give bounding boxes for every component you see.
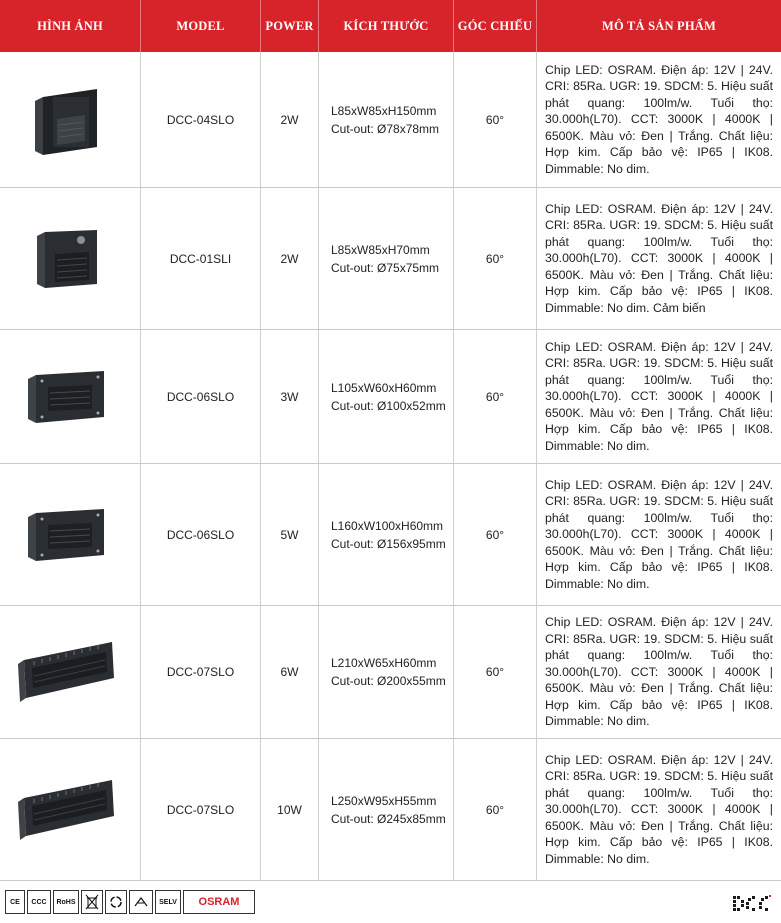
cutout-text: Cut-out: Ø156x95mm: [331, 536, 446, 551]
size-text: L250xW95xH55mm: [331, 793, 437, 808]
product-image: [0, 464, 141, 605]
description-cell: [537, 739, 781, 880]
angle-cell: 60°: [454, 606, 537, 738]
size-cell: [319, 188, 454, 329]
product-image: [0, 52, 141, 187]
certification-footer: [0, 884, 781, 923]
header-model: MODEL: [141, 0, 261, 52]
table-row: [0, 464, 781, 606]
square-step-light-icon: [25, 75, 115, 165]
table-row: [0, 330, 781, 464]
size-text: L105xW60xH60mm: [331, 380, 437, 395]
rohs-mark: RoHS: [53, 890, 79, 914]
size-cell: [319, 606, 454, 738]
description-cell: [537, 606, 781, 738]
header-size: KÍCH THƯỚC: [319, 0, 454, 52]
cutout-text: Cut-out: Ø245x85mm: [331, 811, 446, 826]
description-text: Chip LED: OSRAM. Điện áp: 12V | 24V. CRI: 85Ra. UGR: 19. SDCM: 5. Hiệu suất phát quang: 100lm/w. Tuổi thọ: 30.000h(L70). CCT: 3000K | 4000K | 6500K. Màu vỏ: Đen | Trắng. Chất liệu: Hợp kim. Cấp bảo vệ: IP65 | IK08. Dimmable: No dim. Cảm biến: [545, 201, 773, 315]
product-image: [0, 188, 141, 329]
cutout-text: Cut-out: Ø78x78mm: [331, 121, 440, 136]
model-cell: DCC-07SLO: [141, 606, 261, 738]
size-text: L85xW85xH70mm: [331, 242, 430, 257]
osram-logo: OSRAM: [183, 890, 255, 914]
power-cell: 2W: [261, 52, 319, 187]
description-text: Chip LED: OSRAM. Điện áp: 12V | 24V. CRI: 85Ra. UGR: 19. SDCM: 5. Hiệu suất phát quang: 100lm/w. Tuổi thọ: 30.000h(L70). CCT: 3000K | 4000K | 6500K. Màu vỏ: Đen | Trắng. Chất liệu: Hợp kim. Cấp bảo vệ: IP65 | IK08. Dimmable: No dim.: [545, 752, 773, 866]
model-cell: DCC-07SLO: [141, 739, 261, 880]
cutout-text: Cut-out: Ø200x55mm: [331, 674, 446, 688]
cutout-text: Cut-out: Ø75x75mm: [331, 260, 440, 275]
recycle-icon: [105, 890, 127, 914]
table-header: [0, 0, 781, 52]
model-cell: DCC-01SLI: [141, 188, 261, 329]
model-cell: DCC-06SLO: [141, 330, 261, 463]
angle-cell: 60°: [454, 739, 537, 880]
description-cell: [537, 52, 781, 187]
cutout-text: Cut-out: Ø100x52mm: [331, 398, 446, 413]
angle-cell: 60°: [454, 464, 537, 605]
dcc-logo-icon: [731, 892, 773, 914]
long-step-light-icon: [10, 770, 130, 850]
power-cell: 2W: [261, 188, 319, 329]
table-row: [0, 188, 781, 330]
header-image: HÌNH ẢNH: [0, 0, 141, 52]
description-cell: [537, 188, 781, 329]
angle-cell: 60°: [454, 188, 537, 329]
ccc-mark: CCC: [27, 890, 51, 914]
rectangular-step-light-icon: [20, 495, 120, 575]
description-text: Chip LED: OSRAM. Điện áp: 12V | 24V. CRI: 85Ra. UGR: 19. SDCM: 5. Hiệu suất phát quang: 100lm/w. Tuổi thọ: 30.000h(L70). CCT: 3000K | 4000K | 6500K. Màu vỏ: Đen | Trắng. Chất liệu: Hợp kim. Cấp bảo vệ: IP65 | IK08. Dimmable: No dim.: [545, 62, 773, 176]
power-cell: 5W: [261, 464, 319, 605]
description-text: Chip LED: OSRAM. Điện áp: 12V | 24V. CRI: 85Ra. UGR: 19. SDCM: 5. Hiệu suất phát quang: 100lm/w. Tuổi thọ: 30.000h(L70). CCT: 3000K | 4000K | 6500K. Màu vỏ: Đen | Trắng. Chất liệu: Hợp kim. Cấp bảo vệ: IP65 | IK08. Dimmable: No dim.: [545, 615, 773, 729]
power-cell: 10W: [261, 739, 319, 880]
ce-mark: CE: [5, 890, 25, 914]
power-cell: 6W: [261, 606, 319, 738]
description-cell: [537, 464, 781, 605]
table-row: [0, 606, 781, 739]
model-cell: DCC-06SLO: [141, 464, 261, 605]
table-row: [0, 739, 781, 881]
size-text: L85xW85xH150mm: [331, 103, 437, 118]
table-row: [0, 52, 781, 188]
product-image: [0, 330, 141, 463]
size-cell: [319, 52, 454, 187]
size-text: L160xW100xH60mm: [331, 518, 444, 533]
description-text: Chip LED: OSRAM. Điện áp: 12V | 24V. CRI: 85Ra. UGR: 19. SDCM: 5. Hiệu suất phát quang: 100lm/w. Tuổi thọ: 30.000h(L70). CCT: 3000K | 4000K | 6500K. Màu vỏ: Đen | Trắng. Chất liệu: Hợp kim. Cấp bảo vệ: IP65 | IK08. Dimmable: No dim.: [545, 339, 773, 453]
angle-cell: 60°: [454, 52, 537, 187]
weee-bin-icon: [81, 890, 103, 914]
selv-mark: SELV: [155, 890, 181, 914]
power-cell: 3W: [261, 330, 319, 463]
header-power: POWER: [261, 0, 319, 52]
description-cell: [537, 330, 781, 463]
size-text: L210xW65xH60mm: [331, 656, 437, 670]
description-text: Chip LED: OSRAM. Điện áp: 12V | 24V. CRI: 85Ra. UGR: 19. SDCM: 5. Hiệu suất phát quang: 100lm/w. Tuổi thọ: 30.000h(L70). CCT: 3000K | 4000K | 6500K. Màu vỏ: Đen | Trắng. Chất liệu: Hợp kim. Cấp bảo vệ: IP65 | IK08. Dimmable: No dim.: [545, 477, 773, 591]
rectangular-step-light-icon: [20, 357, 120, 437]
long-step-light-icon: [10, 632, 130, 712]
header-angle: GÓC CHIẾU: [454, 0, 537, 52]
header-description: MÔ TẢ SẢN PHẨM: [601, 18, 717, 33]
angle-cell: 60°: [454, 330, 537, 463]
product-image: [0, 739, 141, 880]
size-cell: [319, 330, 454, 463]
size-cell: [319, 739, 454, 880]
product-image: [0, 606, 141, 738]
mark-icon: [129, 890, 153, 914]
sensor-step-light-icon: [25, 214, 115, 304]
model-cell: DCC-04SLO: [141, 52, 261, 187]
size-cell: [319, 464, 454, 605]
